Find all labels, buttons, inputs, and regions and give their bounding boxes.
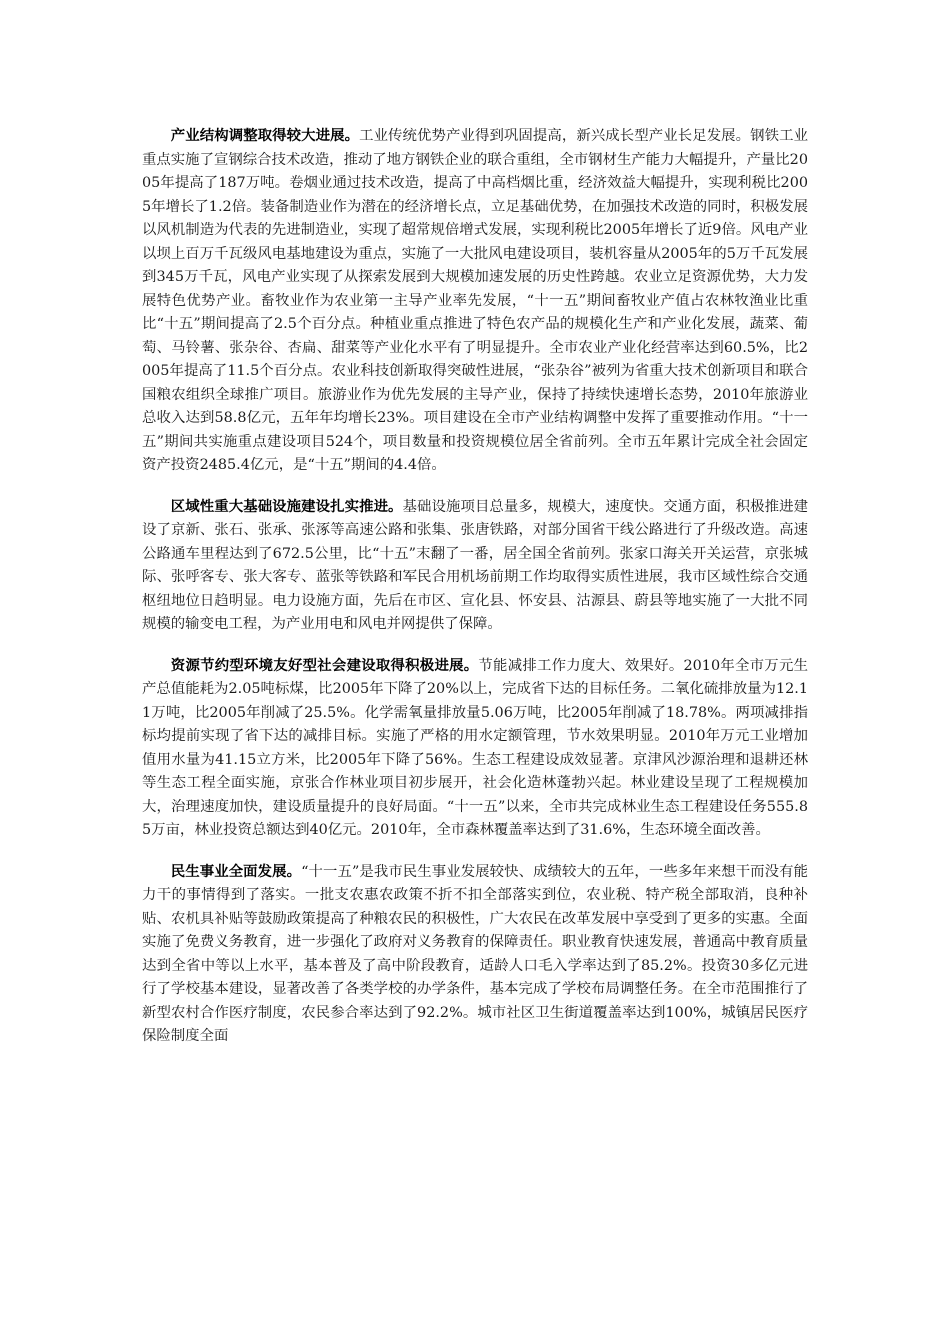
paragraph-industrial-structure — [142, 124, 808, 478]
paragraph-body: 节能减排工作力度大、效果好。2010年全市万元生产总值能耗为2.05吨标煤，比2005年下降了20%以上，完成省下达的目标任务。二氧化硫排放量为12.11万吨，比2005年削减了25.5%。化学需氧量排放量5.06万吨，比2005年削减了18.78%。两项减排指标均提前实现了省下达的减排目标。实施了严格的用水定额管理，节水效果明显。2010年万元工业增加值用水量为41.15立方米，比2005年下降了56%。生态工程建设成效显著。京津风沙源治理和退耕还林等生态工程全面实施，京张合作林业项目初步展开，社会化造林蓬勃兴起。林业建设呈现了工程规模加大，治理速度加快，建设质量提升的良好局面。“十一五”以来，全市共完成林业生态工程建设任务555.85万亩，林业投资总额达到40亿元。2010年，全市森林覆盖率达到了31.6%，生态环境全面改善。 — [142, 657, 808, 838]
paragraph-body: 工业传统优势产业得到巩固提高，新兴成长型产业长足发展。钢铁工业重点实施了宣钢综合技术改造，推动了地方钢铁企业的联合重组，全市钢材生产能力大幅提升，产量比2005年提高了187万吨。卷烟业通过技术改造，提高了中高档烟比重，经济效益大幅提升，实现利税比2005年增长了1.2倍。装备制造业作为潜在的经济增长点，立足基础优势，在加强技术改造的同时，积极发展以风机制造为代表的先进制造业，实现了超常规倍增式发展，实现利税比2005年增长了近9倍。风电产业以坝上百万千瓦级风电基地建设为重点，实施了一大批风电建设项目，装机容量从2005年的5万千瓦发展到345万千瓦，风电产业实现了从探索发展到大规模加速发展的历史性跨越。农业立足资源优势，大力发展特色优势产业。畜牧业作为农业第一主导产业率先发展，“十一五”期间畜牧业产值占农林牧渔业比重比“十五”期间提高了2.5个百分点。种植业重点推进了特色农产品的规模化生产和产业化发展，蔬菜、葡萄、马铃薯、张杂谷、杏扁、甜菜等产业化水平有了明显提升。全市农业产业化经营率达到60.5%，比2005年提高了11.5个百分点。农业科技创新取得突破性进展，“张杂谷”被列为省重大技术创新项目和联合国粮农组织全球推广项目。旅游业作为优先发展的主导产业，保持了持续快速增长态势，2010年旅游业总收入达到58.8亿元，五年年均增长23%。项目建设在全市产业结构调整中发挥了重要推动作用。“十一五”期间共实施重点建设项目524个，项目数量和投资规模位居全省前列。全市五年累计完成全社会固定资产投资2485.4亿元，是“十五”期间的4.4倍。 — [142, 128, 808, 473]
paragraph-body: 基础设施项目总量多，规模大，速度快。交通方面，积极推进建设了京新、张石、张承、张涿等高速公路和张集、张唐铁路，对部分国省干线公路进行了升级改造。高速公路通车里程达到了672.5公里，比“十五”末翻了一番，居全国全省前列。张家口海关开关运营，京张城际、张呼客专、张大客专、蓝张等铁路和军民合用机场前期工作均取得实质性进展，我市区域性综合交通枢纽地位日趋明显。电力设施方面，先后在市区、宣化县、怀安县、沽源县、蔚县等地实施了一大批不同规模的输变电工程，为产业用电和风电并网提供了保障。 — [142, 498, 808, 632]
paragraph-infrastructure — [142, 495, 808, 637]
paragraph-environment — [142, 654, 808, 843]
paragraph-heading: 区域性重大基础设施建设扎实推进。 — [170, 497, 403, 515]
paragraph-heading: 资源节约型环境友好型社会建设取得积极进展。 — [170, 656, 479, 674]
paragraph-livelihood — [142, 860, 808, 1049]
paragraph-heading: 产业结构调整取得较大进展。 — [170, 127, 360, 144]
paragraph-body: “十一五”是我市民生事业发展较快、成绩较大的五年，一些多年来想干而没有能力干的事情得到了落实。一批支农惠农政策不折不扣全部落实到位，农业税、特产税全部取消，良种补贴、农机具补贴等鼓励政策提高了种粮农民的积极性，广大农民在改革发展中享受到了更多的实惠。全面实施了免费义务教育，进一步强化了政府对义务教育的保障责任。职业教育快速发展，普通高中教育质量达到全省中等以上水平，基本普及了高中阶段教育，适龄人口毛入学率达到了85.2%。投资30多亿元进行了学校基本建设，显著改善了各类学校的办学条件，基本完成了学校布局调整任务。在全市范围推行了新型农村合作医疗制度，农民参合率达到了92.2%。城市社区卫生街道覆盖率达到100%，城镇居民医疗保险制度全面 — [142, 863, 808, 1044]
document-page — [142, 124, 808, 1066]
paragraph-heading: 民生事业全面发展。 — [170, 862, 302, 880]
